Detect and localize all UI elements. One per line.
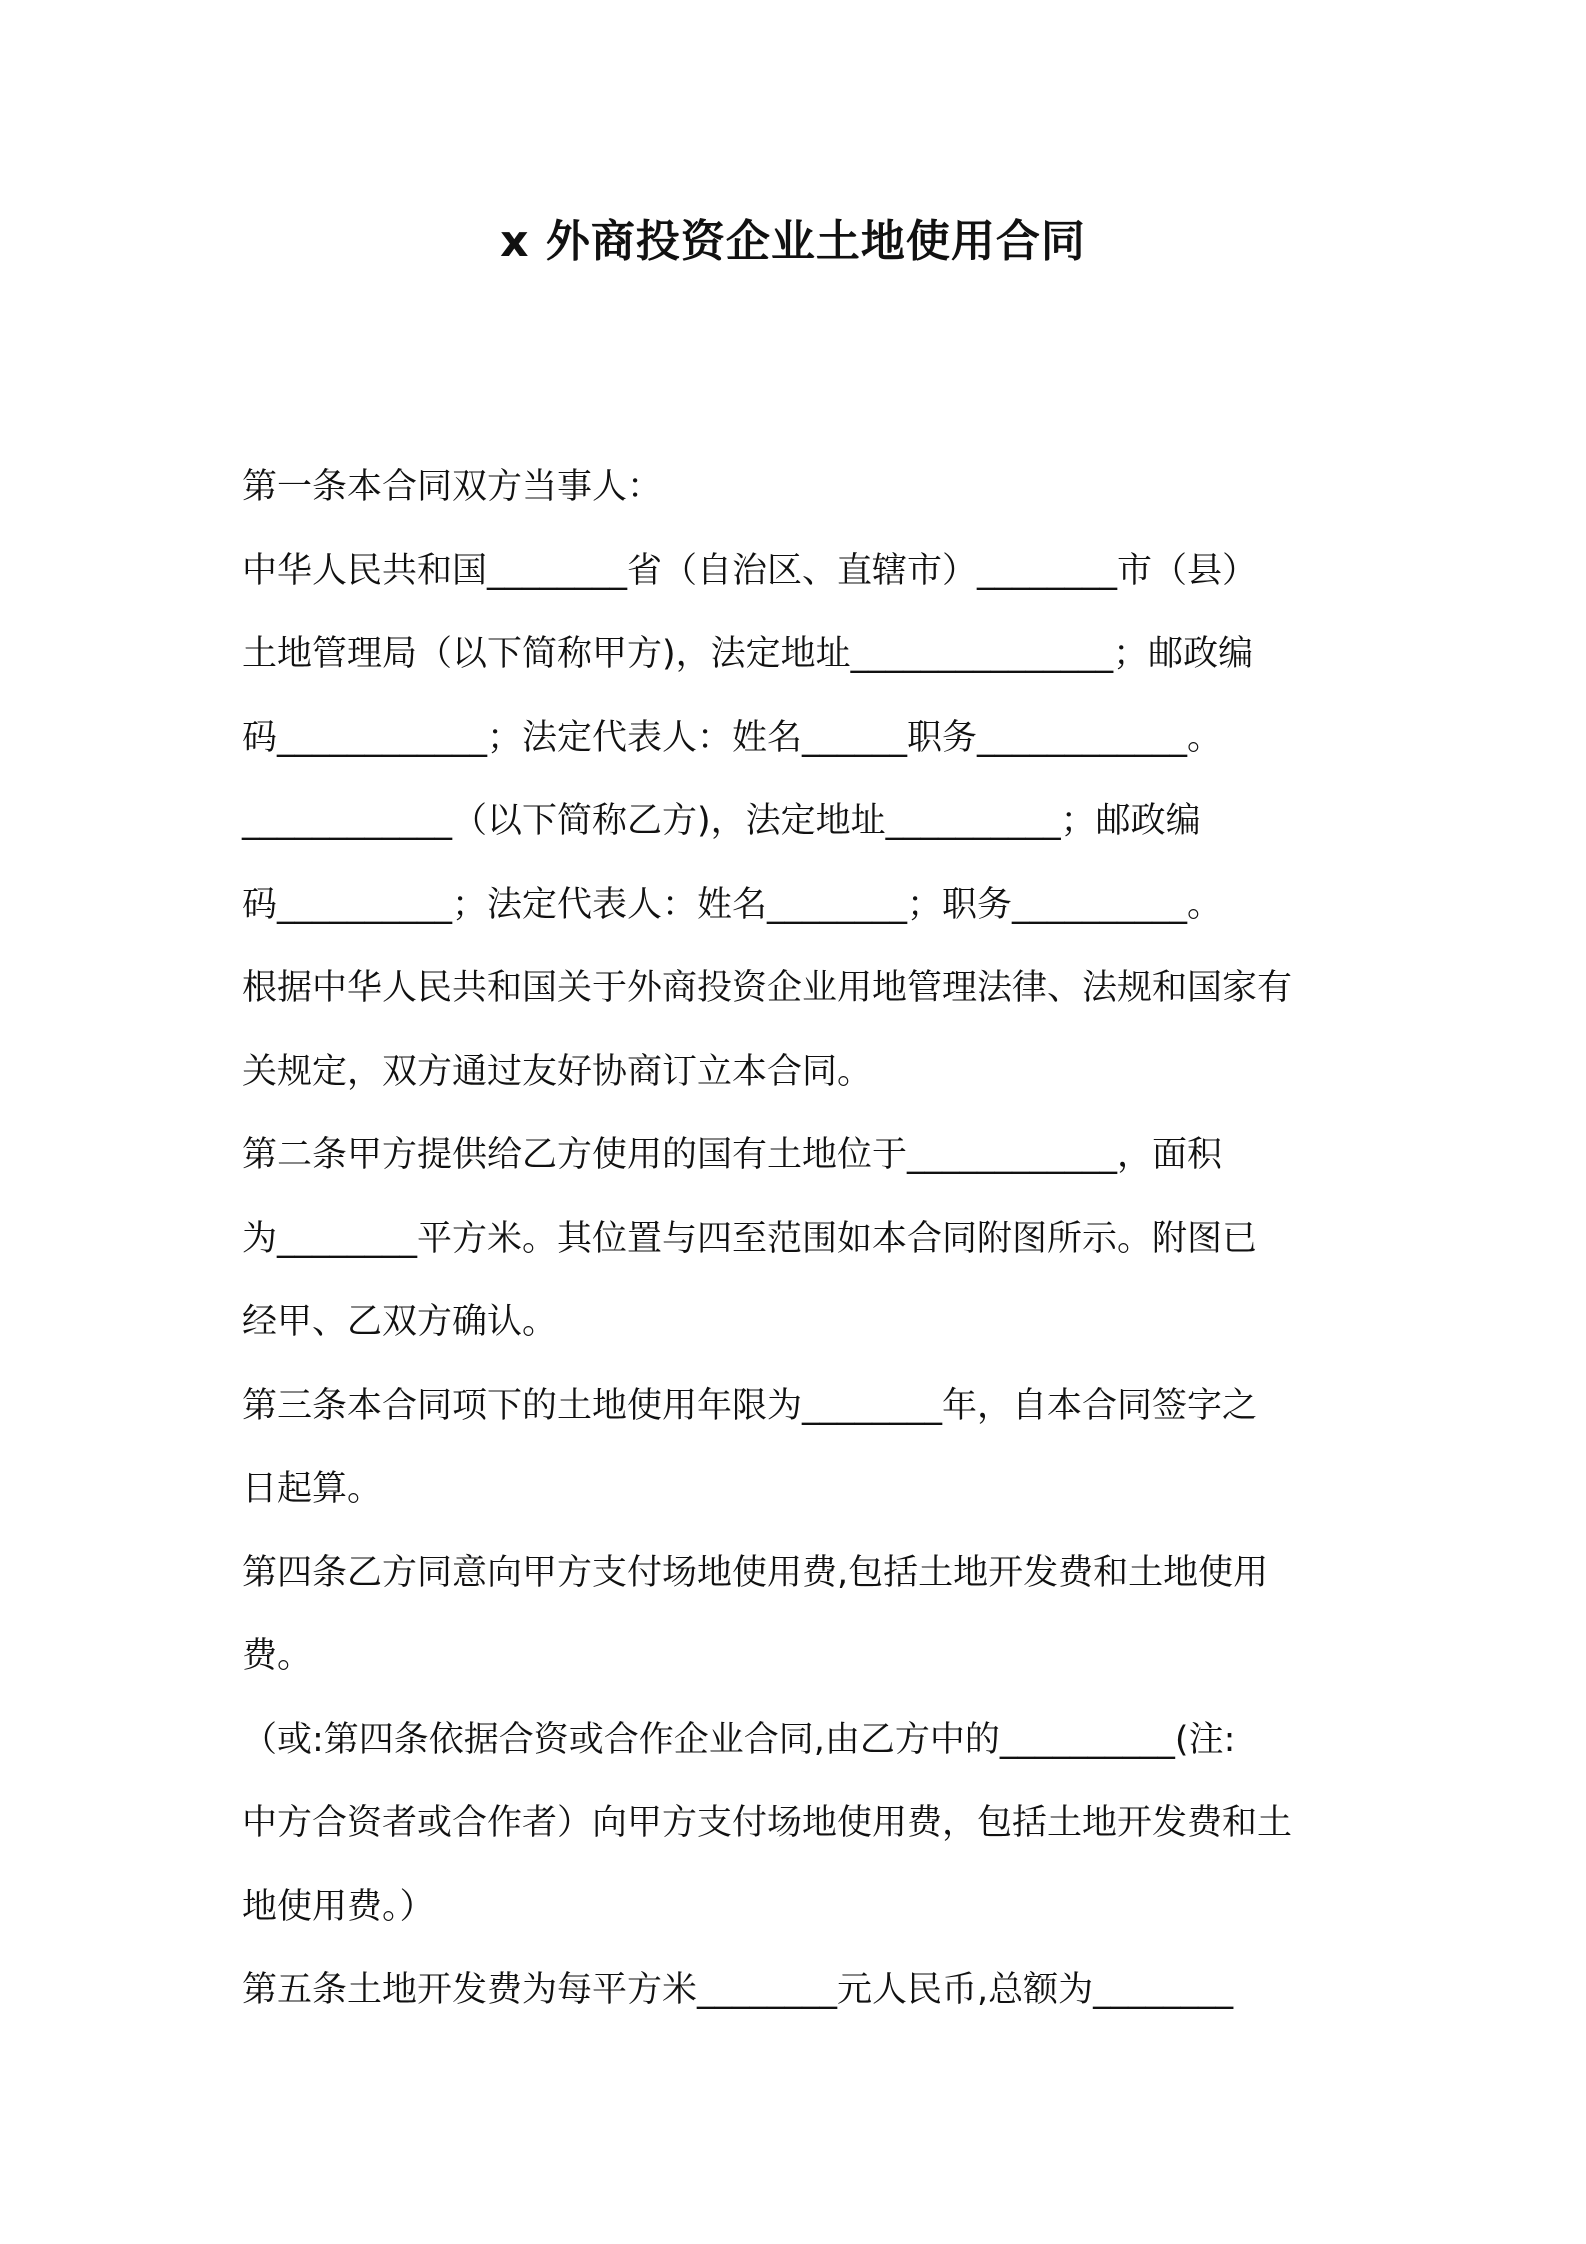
document-title: x 外商投资企业土地使用合同 xyxy=(500,216,1086,267)
party-a-line-3: 码____________；法定代表人：姓名______职务____________。 xyxy=(242,717,1223,758)
article-5-line-1: 第五条土地开发费为每平方米________元人民币,总额为________ xyxy=(242,1970,1234,2010)
article-4-alt-line-2: 中方合资者或合作者）向甲方支付场地使用费，包括土地开发费和土 xyxy=(242,1803,1293,1843)
article-3-line-2: 日起算。 xyxy=(242,1469,383,1509)
party-a-line-1: 中华人民共和国________省（自治区、直辖市）________市（县） xyxy=(242,550,1258,591)
document-body xyxy=(242,446,1362,2033)
article-1-heading: 第一条本合同双方当事人： xyxy=(242,467,663,507)
party-b-line-2: 码__________；法定代表人：姓名________；职务__________。 xyxy=(242,884,1223,925)
article-4-line-1: 第四条乙方同意向甲方支付场地使用费,包括土地开发费和土地使用 xyxy=(242,1552,1269,1593)
party-a-line-2: 土地管理局（以下简称甲方)，法定地址_______________；邮政编 xyxy=(242,634,1254,674)
article-3-line-1: 第三条本合同项下的土地使用年限为________年，自本合同签字之 xyxy=(242,1385,1258,1426)
article-2-line-1: 第二条甲方提供给乙方使用的国有土地位于____________，面积 xyxy=(242,1135,1223,1175)
article-4-alt-line-3: 地使用费。） xyxy=(242,1886,435,1927)
party-b-line-1: ____________（以下简称乙方)，法定地址__________；邮政编 xyxy=(242,801,1201,841)
article-2-line-3: 经甲、乙双方确认。 xyxy=(242,1302,558,1342)
basis-line-1: 根据中华人民共和国关于外商投资企业用地管理法律、法规和国家有 xyxy=(242,968,1293,1008)
article-4-line-2: 费。 xyxy=(242,1636,313,1676)
basis-line-2: 关规定，双方通过友好协商订立本合同。 xyxy=(242,1051,873,1092)
article-2-line-2: 为________平方米。其位置与四至范围如本合同附图所示。附图已 xyxy=(242,1218,1258,1259)
article-4-alt-line-1: （或:第四条依据合资或合作企业合同,由乙方中的__________(注: xyxy=(242,1719,1236,1760)
